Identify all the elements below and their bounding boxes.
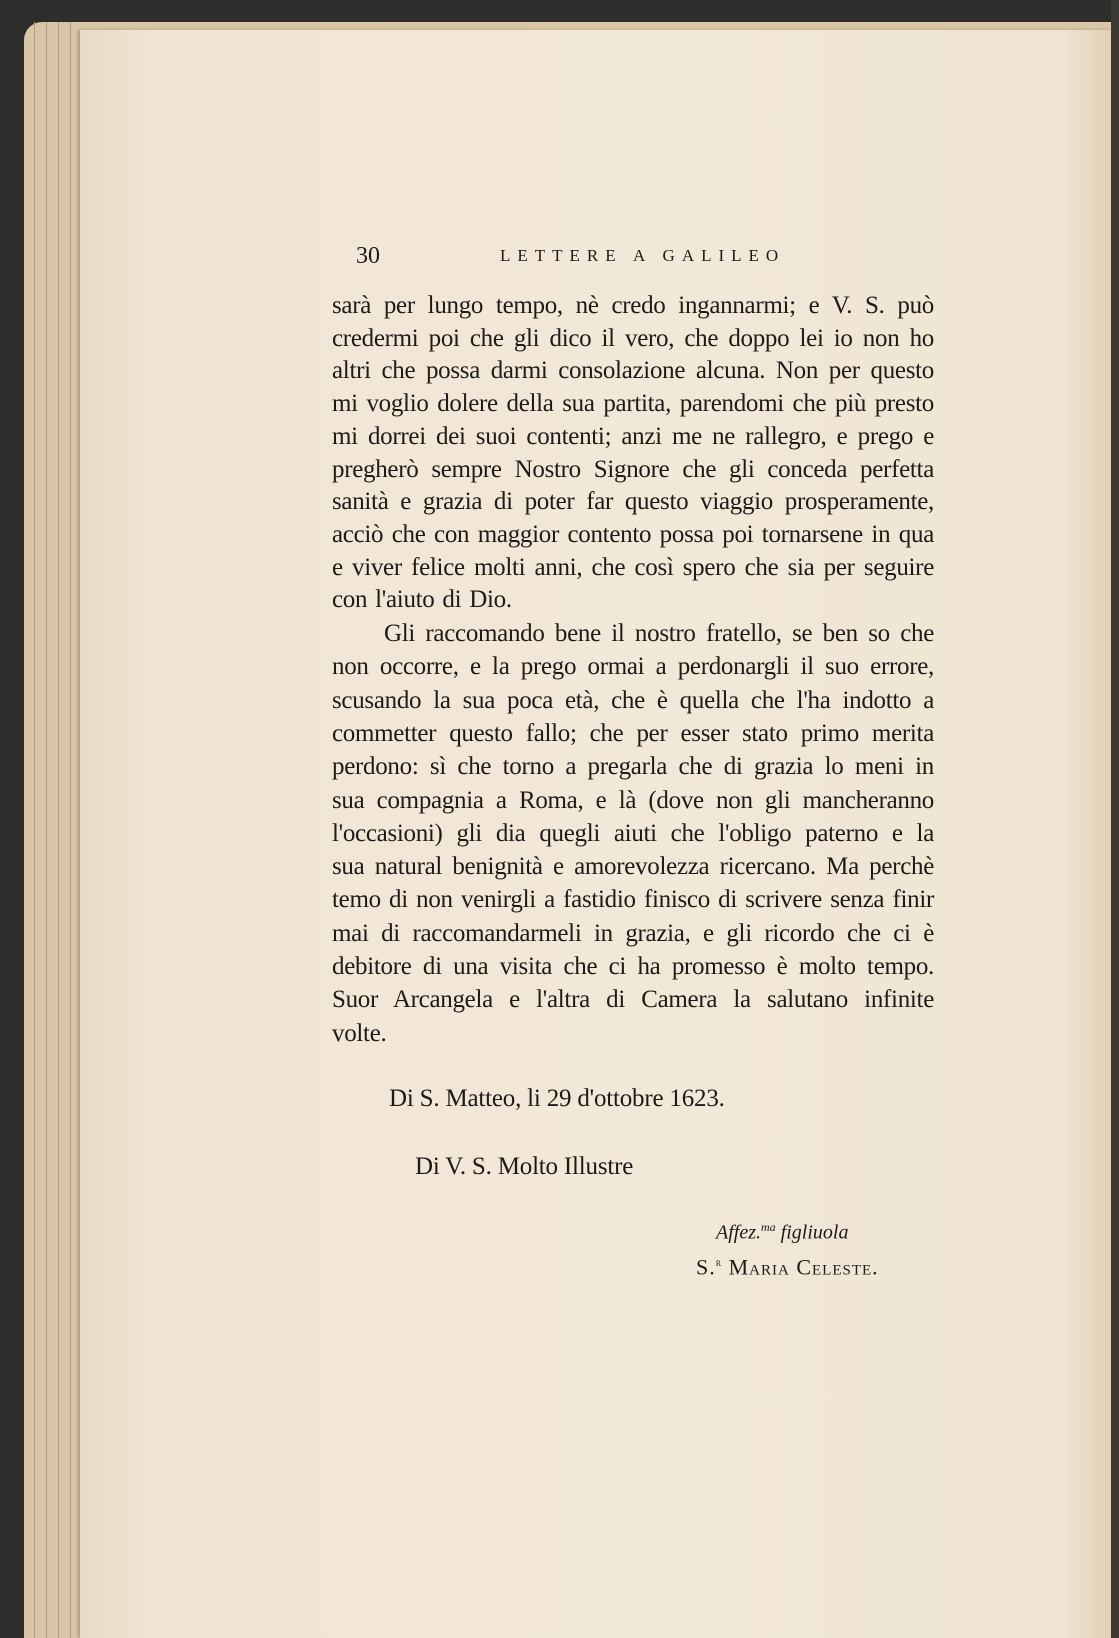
text-line: e viver felice molti anni, che così spero che sia per seguire	[332, 554, 934, 581]
text-line: volte.	[332, 1020, 387, 1047]
text-line: mai di raccomandarmeli in grazia, e gli ricordo che ci è	[332, 920, 934, 947]
running-title: LETTERE A GALILEO	[500, 246, 786, 265]
text-line: perdono: sì che torno a pregarla che di grazia lo meni in	[332, 753, 934, 780]
page-edge	[46, 22, 47, 1638]
text-line: non occorre, e la prego ormai a perdonargli il suo errore,	[332, 653, 934, 680]
text-line: altri che possa darmi consolazione alcuna. Non per questo	[332, 357, 934, 384]
dateline: Di S. Matteo, li 29 d'ottobre 1623.	[389, 1085, 725, 1112]
text-line: debitore di una visita che ci ha promesso è molto tempo.	[332, 953, 934, 980]
text-line: Suor Arcangela e l'altra di Camera la salutano infinite	[332, 986, 934, 1013]
text-line: acciò che con maggior contento possa poi tornarsene in qua	[332, 521, 934, 548]
page-edge	[58, 22, 59, 1638]
closing-affection: Affez.$^{ma}$ figliuola	[716, 1220, 849, 1244]
text-line: mi voglio dolere della sua partita, parendomi che più presto	[332, 390, 934, 417]
text-line: sarà per lungo tempo, nè credo ingannarmi; e V. S. può	[332, 292, 934, 319]
text-line: scusando la sua poca età, che è quella che l'ha indotto a	[332, 687, 934, 714]
text-line: sanità e grazia di poter far questo viaggio prosperamente,	[332, 488, 934, 515]
text-line: sua natural benignità e amorevolezza ricercano. Ma perchè	[332, 853, 934, 880]
page-edge	[70, 22, 71, 1638]
text-line: sua compagnia a Roma, e là (dove non gli mancheranno	[332, 787, 934, 814]
page-edge	[34, 22, 35, 1638]
scan-border	[1111, 0, 1119, 1638]
text-line: temo di non venirgli a fastidio finisco di scrivere senza finir	[332, 886, 934, 913]
page-number: 30	[356, 243, 380, 269]
signature: S.$^r$ Maria Celeste.	[696, 1254, 879, 1280]
text-line: con l'aiuto di Dio.	[332, 586, 512, 613]
text-line: commetter questo fallo; che per esser stato primo merita	[332, 720, 934, 747]
text-line: l'occasioni) gli dia quegli aiuti che l'obligo paterno e la	[332, 820, 934, 847]
text-line: credermi poi che gli dico il vero, che doppo lei io non ho	[332, 325, 934, 352]
text-line: Gli raccomando bene il nostro fratello, se ben so che	[384, 620, 934, 647]
text-line: mi dorrei dei suoi contenti; anzi me ne rallegro, e prego e	[332, 423, 934, 450]
salutation: Di V. S. Molto Illustre	[415, 1153, 634, 1180]
text-line: pregherò sempre Nostro Signore che gli conceda perfetta	[332, 456, 934, 483]
